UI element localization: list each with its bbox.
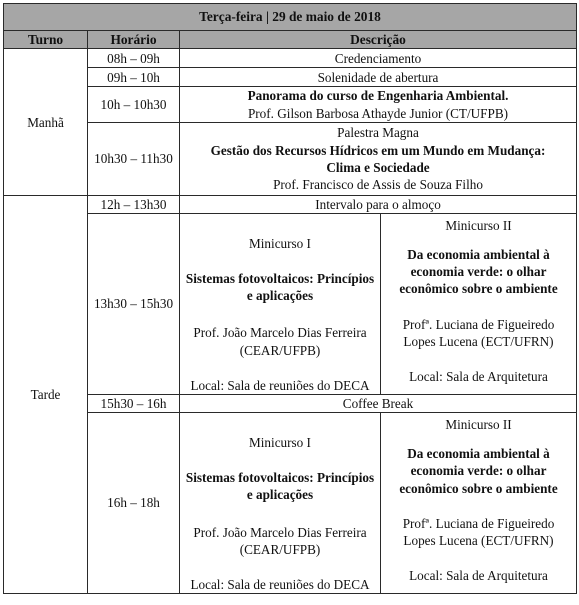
minicurso-title: Da economia ambiental à xyxy=(407,446,550,462)
minicurso-title-cont: econômico sobre o ambiente xyxy=(399,281,558,297)
row-description: Intervalo para o almoço xyxy=(180,195,577,213)
table-row xyxy=(4,213,577,394)
minicurso-location: Local: Sala de Arquitetura xyxy=(409,368,548,384)
column-header-row xyxy=(4,31,577,49)
row-description: Coffee Break xyxy=(180,394,577,412)
talk-speaker: Prof. Gilson Barbosa Athayde Junior (CT/UFPB) xyxy=(247,105,509,121)
minicurso-2-cell xyxy=(381,213,577,394)
minicurso-title-cont: e aplicações xyxy=(246,487,314,503)
row-description xyxy=(180,87,577,122)
minicurso-1-cell xyxy=(180,413,381,594)
minicurso-label: Minicurso II xyxy=(445,417,512,433)
minicurso-1-cell xyxy=(180,213,381,394)
row-time: 12h – 13h30 xyxy=(88,195,180,213)
minicurso-location: Local: Sala de reuniões do DECA xyxy=(190,576,370,592)
minicurso-affiliation: Lopes Lucena (ECT/UFRN) xyxy=(403,532,554,548)
minicurso-label: Minicurso I xyxy=(249,435,311,451)
minicurso-affiliation: (CEAR/UFPB) xyxy=(239,342,321,358)
minicurso-location: Local: Sala de Arquitetura xyxy=(409,567,548,583)
minicurso-title-cont: e aplicações xyxy=(246,288,314,304)
talk-title-cont: Clima e Sociedade xyxy=(326,159,430,175)
minicurso-professor: Profª. Luciana de Figueiredo xyxy=(402,316,555,332)
table-row xyxy=(4,413,577,594)
day-title: Terça-feira | 29 de maio de 2018 xyxy=(4,4,577,31)
row-description xyxy=(180,122,577,195)
minicurso-affiliation: (CEAR/UFPB) xyxy=(239,541,321,557)
minicurso-location: Local: Sala de reuniões do DECA xyxy=(190,377,370,393)
row-time: 10h – 10h30 xyxy=(88,87,180,122)
talk-title: Panorama do curso de Engenharia Ambiental. xyxy=(247,88,509,104)
row-time: 08h – 09h xyxy=(88,49,180,68)
col-horario: Horário xyxy=(88,31,180,49)
minicurso-2-cell xyxy=(381,413,577,594)
minicurso-label: Minicurso I xyxy=(249,235,311,251)
col-descricao: Descrição xyxy=(180,31,577,49)
minicurso-title-cont: econômico sobre o ambiente xyxy=(399,480,558,496)
minicurso-affiliation: Lopes Lucena (ECT/UFRN) xyxy=(403,333,554,349)
minicurso-label: Minicurso II xyxy=(445,217,512,233)
talk-speaker: Prof. Francisco de Assis de Souza Filho xyxy=(273,176,483,192)
row-time: 15h30 – 16h xyxy=(88,394,180,412)
talk-type: Palestra Magna xyxy=(337,125,419,141)
table-row xyxy=(4,87,577,122)
col-turno: Turno xyxy=(4,31,88,49)
row-time: 09h – 10h xyxy=(88,68,180,87)
row-description: Credenciamento xyxy=(180,49,577,68)
table-row xyxy=(4,68,577,87)
talk-title: Gestão dos Recursos Hídricos em um Mundo em Mudança: xyxy=(210,142,546,158)
row-time: 10h30 – 11h30 xyxy=(88,122,180,195)
turno-manha: Manhã xyxy=(4,49,88,195)
row-time: 16h – 18h xyxy=(88,413,180,594)
minicurso-title: Da economia ambiental à xyxy=(407,247,550,263)
day-header-row xyxy=(4,4,577,31)
row-description: Solenidade de abertura xyxy=(180,68,577,87)
table-row xyxy=(4,122,577,195)
row-time: 13h30 – 15h30 xyxy=(88,213,180,394)
minicurso-title: Sistemas fotovoltaicos: Princípios xyxy=(185,271,375,287)
turno-tarde: Tarde xyxy=(4,195,88,593)
schedule-table xyxy=(3,3,577,594)
table-row xyxy=(4,195,577,213)
minicurso-professor: Prof. João Marcelo Dias Ferreira xyxy=(193,325,367,341)
table-row xyxy=(4,394,577,412)
minicurso-title-cont: economia verde: o olhar xyxy=(410,264,547,280)
minicurso-professor: Prof. João Marcelo Dias Ferreira xyxy=(193,524,367,540)
minicurso-title-cont: economia verde: o olhar xyxy=(410,463,547,479)
table-row xyxy=(4,49,577,68)
minicurso-professor: Profª. Luciana de Figueiredo xyxy=(402,515,555,531)
minicurso-title: Sistemas fotovoltaicos: Princípios xyxy=(185,470,375,486)
